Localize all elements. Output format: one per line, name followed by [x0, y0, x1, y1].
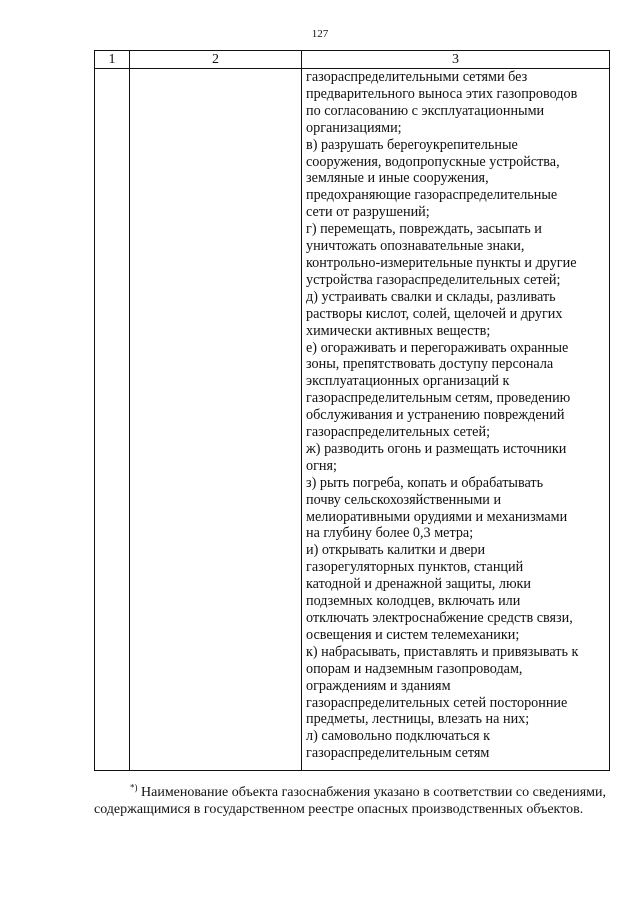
text-line: освещения и систем телемеханики;	[306, 626, 520, 643]
table-cell-col2	[130, 69, 302, 771]
text-line: химически активных веществ;	[306, 322, 491, 339]
text-line: сооружения, водопропускные устройства,	[306, 153, 560, 170]
column-header-2: 2	[130, 51, 302, 69]
text-line: растворы кислот, солей, щелочей и других	[306, 305, 563, 322]
text-line: е) огораживать и перегораживать охранные	[306, 339, 569, 356]
text-line: подземных колодцев, включать или	[306, 593, 521, 610]
text-line: з) рыть погреба, копать и обрабатывать	[306, 474, 544, 491]
table-header-row	[95, 51, 610, 69]
text-line: на глубину более 0,3 метра;	[306, 525, 474, 542]
text-line: д) устраивать свалки и склады, разливать	[306, 288, 556, 305]
text-line: опорам и надземным газопроводам,	[306, 660, 523, 677]
text-line: в) разрушать берегоукрепительные	[306, 136, 518, 153]
column-header-3: 3	[302, 51, 610, 69]
text-line: устройства газораспределительных сетей;	[306, 271, 561, 288]
text-line: мелиоративными орудиями и механизмами	[306, 508, 568, 525]
column-header-1: 1	[95, 51, 130, 69]
text-line: предварительного выноса этих газопроводов	[306, 85, 578, 102]
text-line: газораспределительных сетей посторонние	[306, 694, 568, 711]
text-line: газорегуляторных пунктов, станций	[306, 559, 524, 576]
text-line: газораспределительным сетям, проведению	[306, 390, 571, 407]
text-line: эксплуатационных организаций к	[306, 373, 510, 390]
text-line: и) открывать калитки и двери	[306, 542, 486, 559]
text-line: обслуживания и устранению повреждений	[306, 407, 565, 424]
text-line: катодной и дренажной защиты, люки	[306, 576, 532, 593]
text-line: к) набрасывать, приставлять и привязывать к	[306, 643, 579, 660]
footnote-text: Наименование объекта газоснабжения указано в соответствии со сведениями, содержащимися в государственном реестре опасных производственных объектов.	[94, 785, 606, 817]
document-table	[94, 50, 610, 771]
text-line: ограждениям и зданиям	[306, 677, 451, 694]
text-line: организациями;	[306, 119, 402, 136]
text-line: отключать электроснабжение средств связи,	[306, 610, 573, 626]
text-line: по согласованию с эксплуатационными	[306, 102, 545, 119]
text-line: газораспределительных сетей;	[306, 424, 491, 441]
table-cell-col1	[95, 69, 130, 771]
text-line: зоны, препятствовать доступу персонала	[306, 356, 554, 373]
text-line: предметы, лестницы, влезать на них;	[306, 711, 530, 728]
text-line: газораспределительным сетям	[306, 745, 490, 762]
text-line: сети от разрушений;	[306, 204, 430, 221]
footnote	[94, 784, 606, 818]
footnote-marker: *)	[130, 782, 138, 793]
prohibitions-text	[302, 69, 609, 770]
text-line: контрольно-измерительные пункты и другие	[306, 254, 577, 271]
text-line: почву сельскохозяйственными и	[306, 491, 502, 508]
table-row	[95, 69, 610, 771]
text-line: газораспределительными сетями без	[306, 69, 528, 85]
text-line: уничтожать опознавательные знаки,	[306, 238, 525, 255]
text-line: земляные и иные сооружения,	[306, 170, 489, 187]
text-line: л) самовольно подключаться к	[306, 728, 491, 745]
page-number: 127	[311, 28, 329, 40]
text-line: ж) разводить огонь и размещать источники	[306, 440, 567, 457]
table-cell-col3	[302, 69, 610, 771]
text-line: предохраняющие газораспределительные	[306, 187, 558, 204]
text-line: г) перемещать, повреждать, засыпать и	[306, 221, 542, 238]
text-line: огня;	[306, 457, 337, 474]
